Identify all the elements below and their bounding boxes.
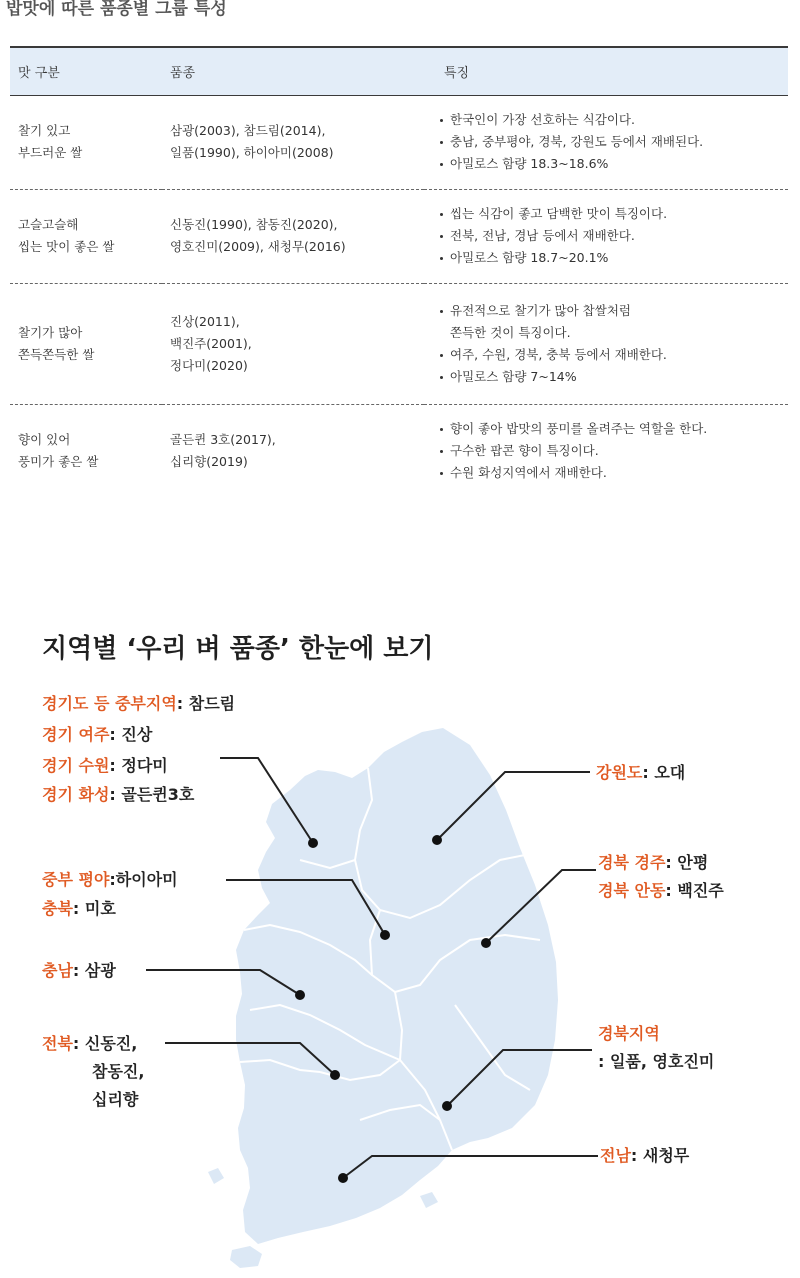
dot-jeonnam: [338, 1173, 348, 1183]
label-gyeonggi-yeoju: 경기 여주: 진상: [42, 725, 153, 744]
dot-gangwon: [432, 835, 442, 845]
dot-chungnam: [295, 990, 305, 1000]
variety-cell: 골든퀸 3호(2017), 십리향(2019): [170, 432, 276, 469]
label-gyeonggi-suwon: 경기 수원: 정다미: [42, 756, 168, 775]
taste-cell: 향이 있어 풍미가 좋은 쌀: [18, 432, 99, 469]
taste-cell: 찰기가 많아 쫀득쫀득한 쌀: [18, 324, 95, 362]
label-jeonbuk-cont-1: 참동진,: [92, 1062, 145, 1081]
dot-gyeongbuk-south: [442, 1101, 452, 1111]
label-gyeongbuk-region-varieties: : 일품, 영호진미: [598, 1052, 715, 1071]
taste-cell: 찰기 있고 부드러운 쌀: [18, 123, 83, 160]
variety-cell: 신동진(1990), 참동진(2020), 영호진미(2009), 새청무(2016): [170, 217, 346, 254]
label-chungbuk: 충북: 미호: [42, 899, 116, 918]
header-taste: 맛 구분: [10, 47, 162, 95]
label-gyeonggi-jungbu: 경기도 등 중부지역: 참드림: [42, 694, 236, 713]
feature-cell: 유전적으로 찰기가 많아 찹쌀처럼 쫀득한 것이 특징이다. 여주, 수원, 경북, 충북 등에서 재배한다. 아밀로스 함량 7~14%: [424, 283, 788, 404]
header-variety: 품종: [162, 47, 424, 95]
feature-cell: 씹는 식감이 좋고 담백한 맛이 특징이다. 전북, 전남, 경남 등에서 재배한다. 아밀로스 함량 18.7~20.1%: [424, 189, 788, 283]
label-gyeonggi-hwaseong: 경기 화성: 골든퀸3호: [42, 785, 195, 804]
dot-gyeongbuk-north: [481, 938, 491, 948]
label-gyeongbuk-gyeongju: 경북 경주: 안평: [598, 853, 709, 872]
feature-cell: 향이 좋아 밥맛의 풍미를 올려주는 역할을 한다. 구수한 팝콘 향이 특징이다. 수원 화성지역에서 재배한다.: [424, 404, 788, 498]
label-jeonnam: 전남: 새청무: [600, 1146, 690, 1165]
variety-cell: 삼광(2003), 참드림(2014), 일품(1990), 하이아미(2008): [170, 123, 334, 160]
dot-jeonbuk: [330, 1070, 340, 1080]
label-jeonbuk: 전북: 신동진,: [42, 1034, 138, 1053]
label-gyeongbuk-region: 경북지역: [598, 1024, 660, 1043]
variety-cell: 진상(2011), 백진주(2001), 정다미(2020): [170, 313, 252, 373]
island-3: [420, 1192, 438, 1208]
label-jeonbuk-cont-2: 십리향: [92, 1090, 139, 1109]
taste-cell: 고슬고슬해 씹는 맛이 좋은 쌀: [18, 217, 115, 254]
map-title: 지역별 ‘우리 벼 품종’ 한눈에 보기: [42, 634, 434, 664]
label-chungnam: 충남: 삼광: [42, 961, 116, 980]
label-jungbu-pyeonya: 중부 평야:하이아미: [42, 870, 178, 889]
header-features: 특징: [424, 47, 788, 95]
feature-cell: 한국인이 가장 선호하는 식감이다. 충남, 중부평야, 경북, 강원도 등에서 재배된다. 아밀로스 함량 18.3~18.6%: [424, 95, 788, 189]
table-title: 밥맛에 따른 품종별 그룹 특성: [6, 0, 227, 19]
label-gyeongbuk-andong: 경북 안동: 백진주: [598, 881, 724, 900]
dot-gyeonggi: [308, 838, 318, 848]
island-1: [230, 1246, 262, 1268]
label-gangwon: 강원도: 오대: [596, 763, 686, 782]
island-2: [208, 1168, 224, 1184]
dot-jungbu: [380, 930, 390, 940]
